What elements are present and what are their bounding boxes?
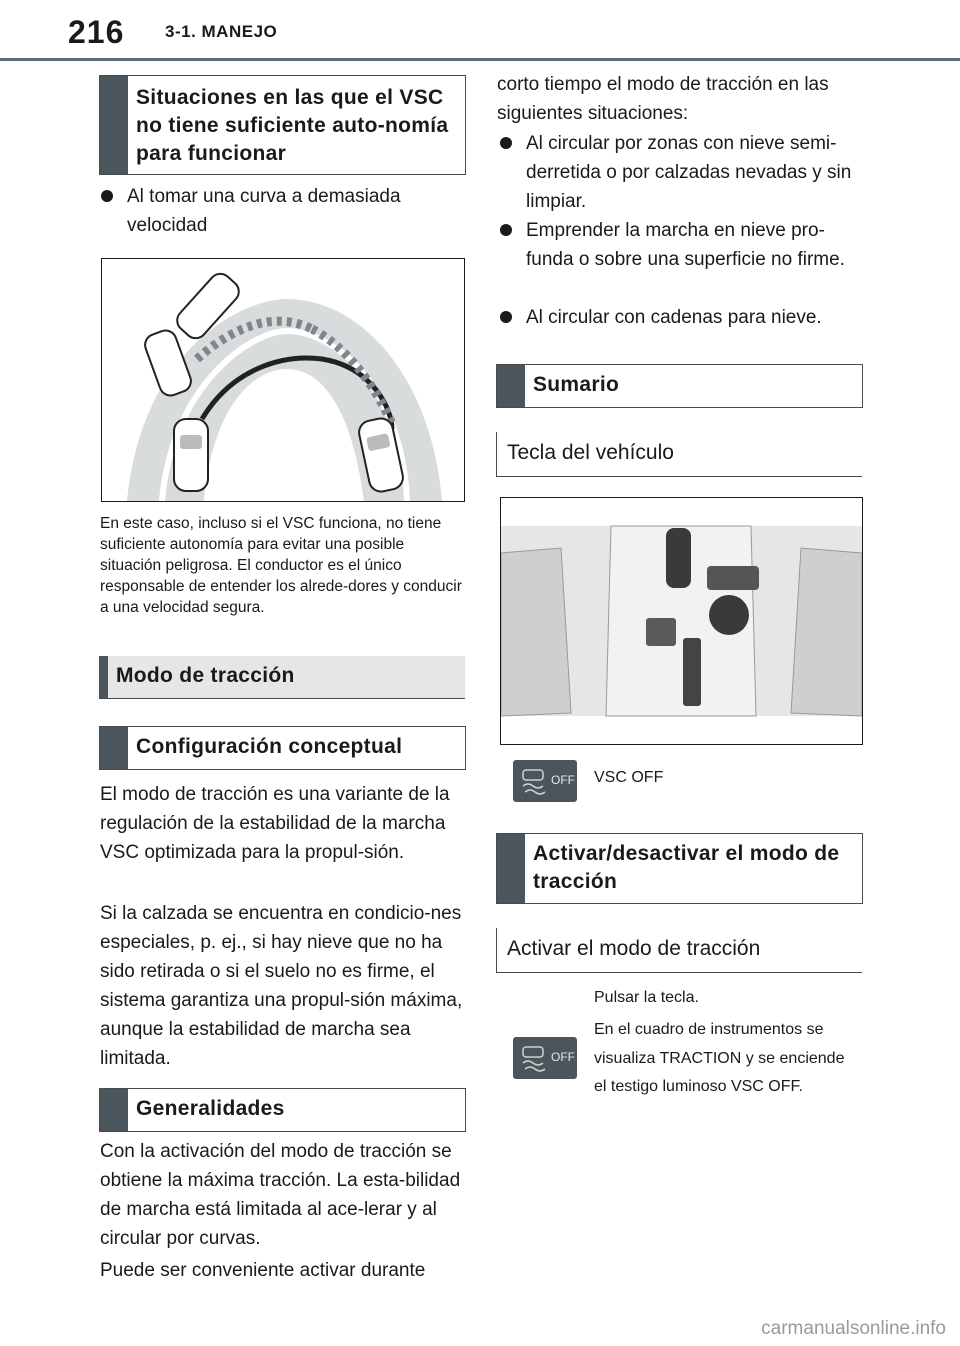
list-item: Al circular con cadenas para nieve. bbox=[497, 303, 866, 332]
heading-bar bbox=[100, 1089, 128, 1131]
section-box-concept bbox=[99, 726, 466, 770]
paragraph: El modo de tracción es una variante de la regulación de la estabilidad de la marcha VSC optimizada para la propul-sión. bbox=[100, 784, 450, 863]
section-box-traction bbox=[99, 656, 465, 699]
vsc-off-button-icon bbox=[513, 1037, 577, 1079]
vsc-off-button-icon bbox=[513, 760, 577, 802]
curve-illustration bbox=[101, 258, 465, 502]
list-item: Emprender la marcha en nieve pro-funda o sobre una superficie no firme. bbox=[497, 216, 859, 274]
page-number: 216 bbox=[68, 14, 125, 50]
section-box-vsc-limits bbox=[99, 75, 466, 175]
step-text: En el cuadro de instrumentos se visualiza TRACTION y se enciende el testigo luminoso VSC OFF. bbox=[594, 1021, 845, 1095]
heading-bar bbox=[100, 727, 128, 769]
paragraph: Si la calzada se encuentra en condicio-nes especiales, p. ej., si hay nieve que no ha sido retirada o si el suelo no es firme, el sistema garantiza una propul-sión máxima, aunque la estabilidad de marcha sea limitada. bbox=[100, 903, 463, 1069]
header-rule bbox=[0, 58, 960, 61]
step-text: Pulsar la tecla. bbox=[594, 989, 699, 1006]
section-box-general bbox=[99, 1088, 466, 1132]
section-title: Generalidades bbox=[136, 1097, 285, 1120]
figure-caption: En este caso, incluso si el VSC funciona, no tiene suficiente autonomía para evitar una posible situación peligrosa. El conductor es el único responsable de entender los alrede-dores y conducir a una velocidad segura. bbox=[100, 515, 462, 616]
paragraph: corto tiempo el modo de tracción en las siguientes situaciones: bbox=[497, 74, 829, 124]
list-item: Al circular por zonas con nieve semi-derretida o por calzadas nevadas y sin limpiar. bbox=[497, 129, 859, 216]
icon-off-text: OFF bbox=[551, 773, 575, 787]
console-svg bbox=[501, 498, 862, 744]
sub-heading: Activar el modo de tracción bbox=[496, 928, 862, 973]
heading-bar bbox=[497, 365, 525, 407]
section-title: Configuración conceptual bbox=[136, 735, 403, 758]
heading-bar bbox=[497, 834, 525, 903]
section-title: Activar/desactivar el modo de tracción bbox=[533, 842, 840, 893]
heading-bar bbox=[100, 76, 128, 174]
heading-bar bbox=[99, 656, 108, 698]
section-box-activate bbox=[496, 833, 863, 904]
sub-heading: Tecla del vehículo bbox=[496, 432, 862, 477]
console-illustration bbox=[500, 497, 863, 745]
section-title: Sumario bbox=[533, 373, 620, 396]
icon-label: VSC OFF bbox=[594, 769, 664, 786]
section-title: Modo de tracción bbox=[116, 664, 295, 687]
paragraph: Puede ser conveniente activar durante bbox=[100, 1260, 426, 1281]
curve-road-svg bbox=[102, 259, 464, 501]
section-box-summary bbox=[496, 364, 863, 408]
watermark: carmanualsonline.info bbox=[761, 1318, 946, 1339]
paragraph: Con la activación del modo de tracción se obtiene la máxima tracción. La esta-bilidad de marcha está limitada al ace-lerar y al circular por curvas. bbox=[100, 1141, 461, 1249]
chapter-title: 3-1. MANEJO bbox=[165, 22, 278, 41]
list-item: Al tomar una curva a demasiada velocidad bbox=[98, 182, 467, 240]
icon-off-text: OFF bbox=[551, 1050, 575, 1064]
section-title: Situaciones en las que el VSC no tiene suficiente auto-nomía para funcionar bbox=[136, 86, 449, 165]
